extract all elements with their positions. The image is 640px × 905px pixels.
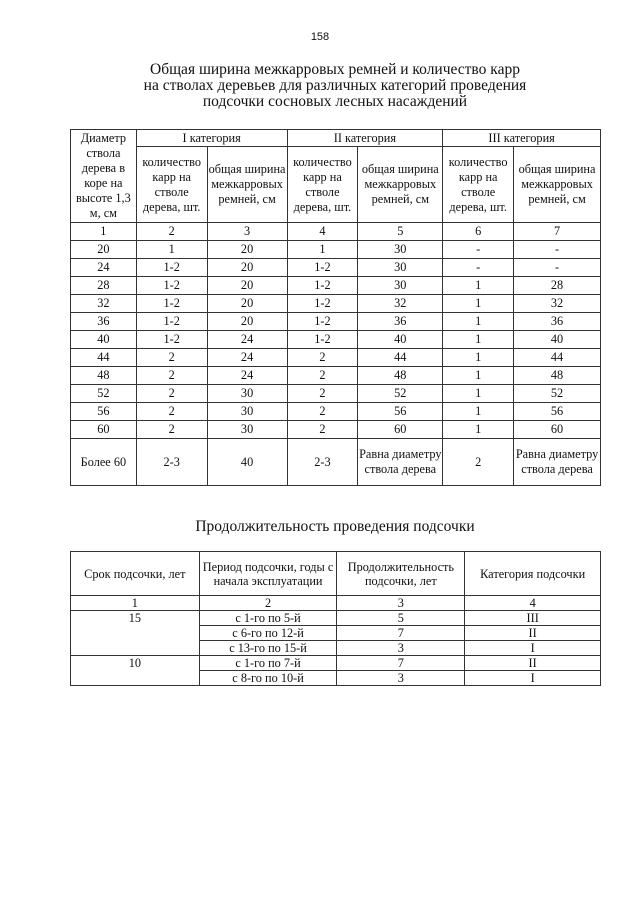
table-cell: 1-2	[136, 295, 207, 313]
table-cell: 1-2	[287, 277, 358, 295]
resin-tapping-width-table	[70, 129, 601, 486]
table-cell: 44	[514, 349, 601, 367]
table-cell: 2	[136, 385, 207, 403]
diameter-cell: 20	[71, 241, 137, 259]
period-cell: с 8-го по 10-й	[199, 671, 337, 686]
table-cell: 2-3	[136, 439, 207, 486]
table-cell: -	[443, 241, 514, 259]
diameter-header: Диаметр ствола дерева в коре на высоте 1,3 м, см	[71, 130, 137, 223]
table-cell: 30	[207, 421, 287, 439]
table-cell: 40	[514, 331, 601, 349]
table-cell: 1-2	[136, 313, 207, 331]
category-cell: I	[465, 641, 601, 656]
category-header: III категория	[443, 130, 601, 147]
table-cell: 1-2	[287, 313, 358, 331]
table-cell: 2	[136, 349, 207, 367]
table-row	[71, 295, 601, 313]
table-cell: 44	[358, 349, 443, 367]
sub-header-count: количество карр на стволе дерева, шт.	[287, 147, 358, 223]
table-cell: 1-2	[136, 259, 207, 277]
diameter-cell: 52	[71, 385, 137, 403]
sub-header-width: общая ширина межкарровых ремней, см	[514, 147, 601, 223]
table-cell: 40	[207, 439, 287, 486]
sub-header-count: количество карр на стволе дерева, шт.	[136, 147, 207, 223]
table-cell: -	[514, 241, 601, 259]
table-cell: 1-2	[136, 277, 207, 295]
table-cell: 56	[514, 403, 601, 421]
table-cell: 20	[207, 295, 287, 313]
table-cell: 60	[358, 421, 443, 439]
period-cell: с 6-го по 12-й	[199, 626, 337, 641]
table-cell: 1-2	[136, 331, 207, 349]
column-number: 4	[287, 223, 358, 241]
column-number: 1	[71, 596, 200, 611]
table-row	[71, 656, 601, 671]
table-row	[71, 611, 601, 626]
table-cell: 30	[358, 241, 443, 259]
table-cell: 52	[514, 385, 601, 403]
diameter-cell: 32	[71, 295, 137, 313]
table-cell: 1	[443, 367, 514, 385]
column-number: 3	[207, 223, 287, 241]
table-cell: 2	[136, 403, 207, 421]
table-row	[71, 313, 601, 331]
diameter-cell: 24	[71, 259, 137, 277]
table-cell: 1-2	[287, 259, 358, 277]
table-cell: 1	[443, 421, 514, 439]
table-row	[71, 421, 601, 439]
table-cell: 30	[207, 385, 287, 403]
table-cell: 2	[287, 367, 358, 385]
column-number: 5	[358, 223, 443, 241]
table-cell: Равна диаметру ствола дерева	[514, 439, 601, 486]
table-cell: Равна диаметру ствола дерева	[358, 439, 443, 486]
table-row	[71, 331, 601, 349]
table1-title-line: Общая ширина межкарровых ремней и количество карр	[150, 61, 520, 78]
table-row	[71, 385, 601, 403]
table-cell: 1	[443, 277, 514, 295]
sub-header-width: общая ширина межкарровых ремней, см	[207, 147, 287, 223]
duration-cell: 7	[337, 656, 465, 671]
table-cell: 30	[358, 277, 443, 295]
column-number: 1	[71, 223, 137, 241]
diameter-cell: 36	[71, 313, 137, 331]
table-cell: 36	[358, 313, 443, 331]
header-category: Категория подсочки	[465, 552, 601, 596]
table-cell: 32	[514, 295, 601, 313]
table-cell: 2	[287, 403, 358, 421]
table-cell: 32	[358, 295, 443, 313]
diameter-cell: 60	[71, 421, 137, 439]
header-period: Период подсочки, годы с начала эксплуатации	[199, 552, 337, 596]
table-cell: 2-3	[287, 439, 358, 486]
duration-cell: 5	[337, 611, 465, 626]
table-cell: -	[443, 259, 514, 277]
table-cell: 1-2	[287, 331, 358, 349]
table-cell: 20	[207, 241, 287, 259]
table2-title: Продолжительность проведения подсочки	[195, 518, 475, 535]
table-cell: 52	[358, 385, 443, 403]
table-cell: 2	[136, 367, 207, 385]
table-cell: 40	[358, 331, 443, 349]
table-cell: -	[514, 259, 601, 277]
table1-title	[0, 62, 640, 110]
category-cell: III	[465, 611, 601, 626]
table-row	[71, 349, 601, 367]
term-cell: 10	[71, 656, 200, 686]
header-term: Срок подсочки, лет	[71, 552, 200, 596]
duration-cell: 7	[337, 626, 465, 641]
table-cell: 2	[287, 385, 358, 403]
table-cell: 1	[443, 295, 514, 313]
period-cell: с 1-го по 7-й	[199, 656, 337, 671]
table-row	[71, 259, 601, 277]
tapping-duration-table	[70, 551, 601, 686]
header-duration: Продолжительность подсочки, лет	[337, 552, 465, 596]
category-cell: II	[465, 656, 601, 671]
table-cell: 30	[358, 259, 443, 277]
column-number: 6	[443, 223, 514, 241]
table-cell: 48	[514, 367, 601, 385]
category-cell: I	[465, 671, 601, 686]
column-number-row	[71, 596, 601, 611]
sub-header-width: общая ширина межкарровых ремней, см	[358, 147, 443, 223]
table-row	[71, 277, 601, 295]
category-cell: II	[465, 626, 601, 641]
table1-title-line: подсочки сосновых лесных насаждений	[202, 93, 468, 110]
diameter-cell: 56	[71, 403, 137, 421]
table-row	[71, 367, 601, 385]
duration-cell: 3	[337, 641, 465, 656]
table-cell: 2	[287, 349, 358, 367]
table-cell: 1	[136, 241, 207, 259]
period-cell: с 1-го по 5-й	[199, 611, 337, 626]
category-header: II категория	[287, 130, 443, 147]
table-cell: 60	[514, 421, 601, 439]
table-cell: 1	[443, 403, 514, 421]
table-cell: 2	[136, 421, 207, 439]
table-cell: 30	[207, 403, 287, 421]
column-number: 2	[199, 596, 337, 611]
category-header: I категория	[136, 130, 287, 147]
table-cell: 1	[443, 331, 514, 349]
column-number: 7	[514, 223, 601, 241]
table-row	[71, 241, 601, 259]
table1-title-line: на стволах деревьев для различных категорий проведения	[143, 77, 527, 94]
table-cell: 20	[207, 313, 287, 331]
column-number: 3	[337, 596, 465, 611]
table-cell: 1	[287, 241, 358, 259]
diameter-cell: 40	[71, 331, 137, 349]
table-cell: 2	[443, 439, 514, 486]
table-cell: 24	[207, 349, 287, 367]
table-cell: 24	[207, 367, 287, 385]
period-cell: с 13-го по 15-й	[199, 641, 337, 656]
diameter-cell: 44	[71, 349, 137, 367]
page-number: 158	[310, 31, 330, 43]
column-number: 2	[136, 223, 207, 241]
table-cell: 28	[514, 277, 601, 295]
table-cell: 2	[287, 421, 358, 439]
duration-cell: 3	[337, 671, 465, 686]
table-cell: 20	[207, 259, 287, 277]
table-cell: 1	[443, 385, 514, 403]
table-cell: 1-2	[287, 295, 358, 313]
diameter-cell: Более 60	[71, 439, 137, 486]
table-row	[71, 403, 601, 421]
diameter-cell: 28	[71, 277, 137, 295]
table-row	[71, 439, 601, 486]
table-cell: 56	[358, 403, 443, 421]
column-number: 4	[465, 596, 601, 611]
table-cell: 48	[358, 367, 443, 385]
table-cell: 20	[207, 277, 287, 295]
table-cell: 1	[443, 313, 514, 331]
sub-header-count: количество карр на стволе дерева, шт.	[443, 147, 514, 223]
table-cell: 1	[443, 349, 514, 367]
table-cell: 24	[207, 331, 287, 349]
term-cell: 15	[71, 611, 200, 656]
diameter-cell: 48	[71, 367, 137, 385]
column-number-row	[71, 223, 601, 241]
table-cell: 36	[514, 313, 601, 331]
